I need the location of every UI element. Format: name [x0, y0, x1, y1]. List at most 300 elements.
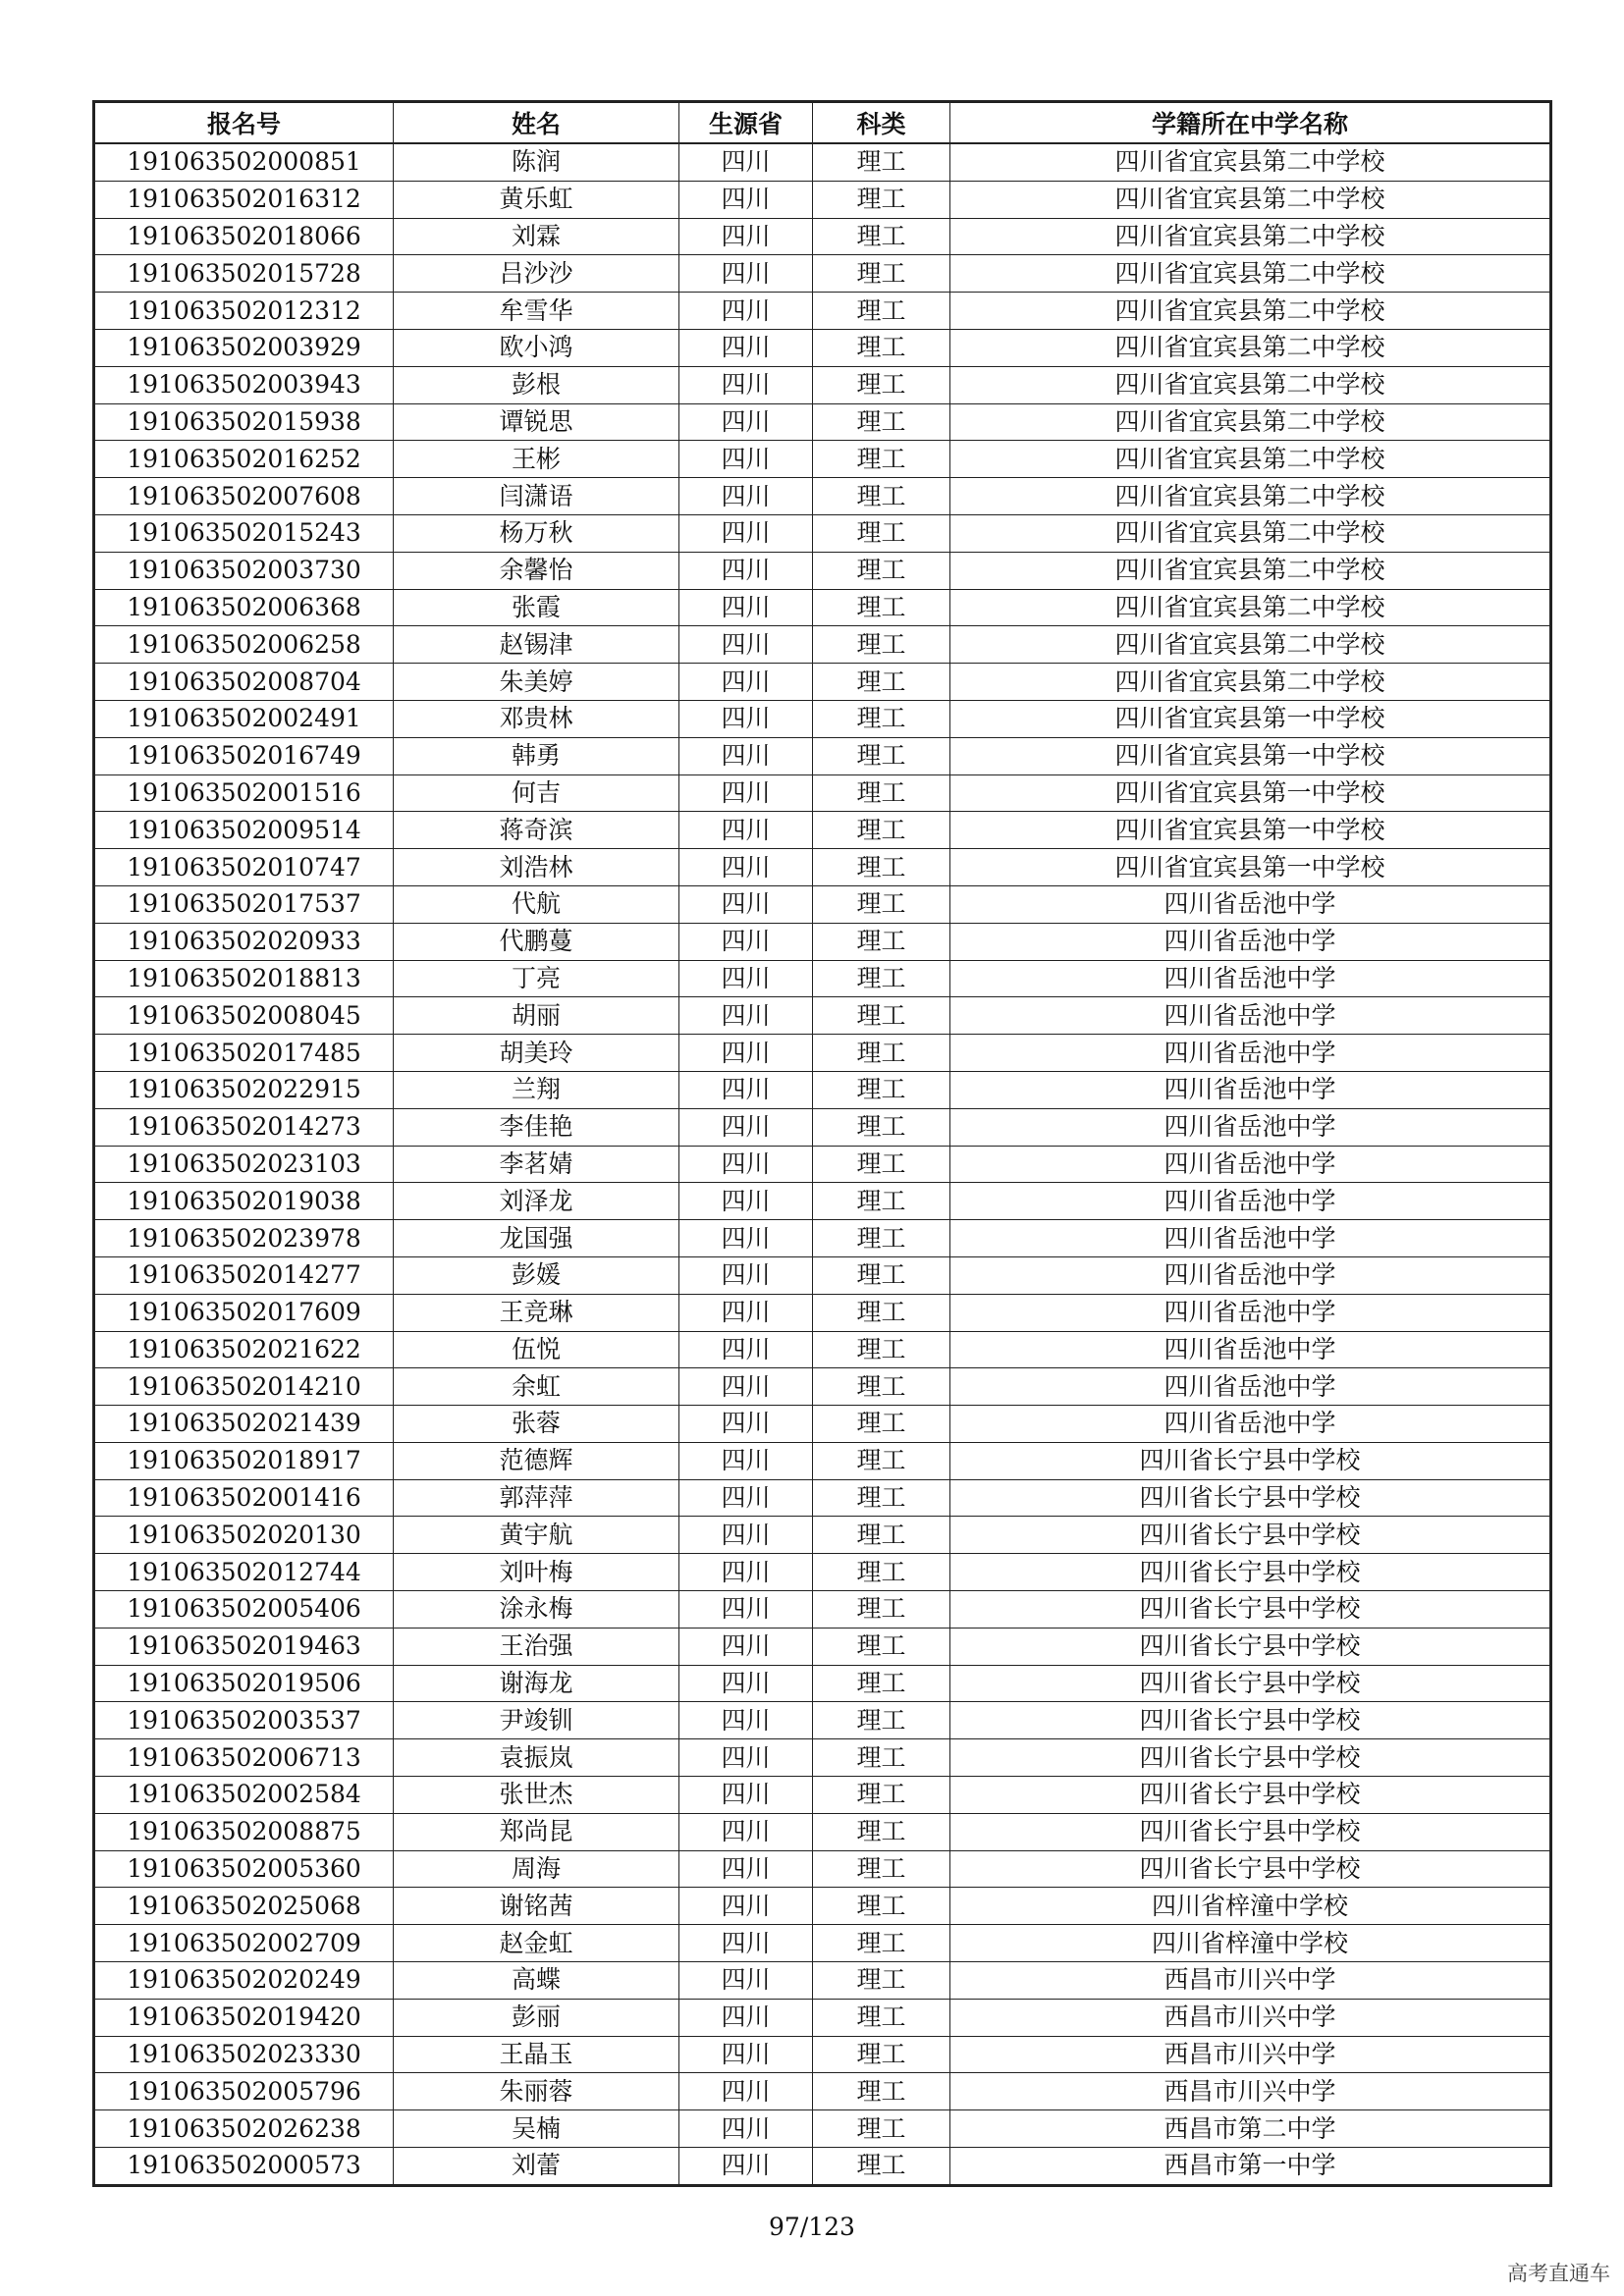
province-cell: 四川	[679, 366, 813, 403]
table-row	[94, 1554, 1551, 1591]
table-row	[94, 218, 1551, 255]
registration-number-cell: 191063502015728	[94, 255, 394, 293]
registration-number-cell: 191063502002709	[94, 1925, 394, 1962]
student-name-cell: 余虹	[394, 1368, 679, 1406]
registration-number-cell: 191063502020933	[94, 923, 394, 960]
student-name-cell: 袁振岚	[394, 1739, 679, 1777]
school-name-cell: 四川省宜宾县第二中学校	[950, 255, 1551, 293]
student-name-cell: 谭锐思	[394, 403, 679, 441]
province-cell: 四川	[679, 2148, 813, 2186]
school-name-cell: 四川省宜宾县第二中学校	[950, 181, 1551, 218]
category-cell: 理工	[813, 1739, 950, 1777]
category-cell: 理工	[813, 700, 950, 737]
header-subject-category: 科类	[813, 102, 950, 144]
student-name-cell: 何吉	[394, 774, 679, 812]
table-row	[94, 441, 1551, 478]
student-name-cell: 郭萍萍	[394, 1479, 679, 1517]
registration-number-cell: 191063502018917	[94, 1442, 394, 1479]
province-cell: 四川	[679, 1702, 813, 1739]
student-name-cell: 吴楠	[394, 2110, 679, 2148]
student-name-cell: 刘叶梅	[394, 1554, 679, 1591]
province-cell: 四川	[679, 960, 813, 997]
registration-number-cell: 191063502001516	[94, 774, 394, 812]
school-name-cell: 四川省长宁县中学校	[950, 1591, 1551, 1629]
school-name-cell: 四川省长宁县中学校	[950, 1442, 1551, 1479]
table-row	[94, 329, 1551, 366]
student-name-cell: 彭根	[394, 366, 679, 403]
school-name-cell: 四川省岳池中学	[950, 885, 1551, 923]
province-cell: 四川	[679, 1591, 813, 1629]
province-cell: 四川	[679, 143, 813, 181]
province-cell: 四川	[679, 1813, 813, 1850]
category-cell: 理工	[813, 1406, 950, 1443]
category-cell: 理工	[813, 774, 950, 812]
school-name-cell: 四川省宜宾县第二中学校	[950, 626, 1551, 664]
province-cell: 四川	[679, 293, 813, 330]
table-row	[94, 1406, 1551, 1443]
registration-number-cell: 191063502009514	[94, 812, 394, 849]
table-row	[94, 1591, 1551, 1629]
table-row	[94, 1220, 1551, 1257]
category-cell: 理工	[813, 514, 950, 552]
table-row	[94, 1479, 1551, 1517]
school-name-cell: 四川省宜宾县第一中学校	[950, 774, 1551, 812]
student-name-cell: 闫潇语	[394, 478, 679, 515]
watermark-text: 高考直通车	[1507, 2262, 1610, 2285]
registration-number-cell: 191063502026238	[94, 2110, 394, 2148]
table-row	[94, 366, 1551, 403]
registration-number-cell: 191063502002491	[94, 700, 394, 737]
student-name-cell: 赵金虹	[394, 1925, 679, 1962]
table-row	[94, 1813, 1551, 1850]
table-row	[94, 1368, 1551, 1406]
province-cell: 四川	[679, 514, 813, 552]
registration-number-cell: 191063502023103	[94, 1146, 394, 1183]
student-name-cell: 王晶玉	[394, 2036, 679, 2073]
table-row	[94, 700, 1551, 737]
school-name-cell: 四川省岳池中学	[950, 1146, 1551, 1183]
table-row	[94, 664, 1551, 701]
category-cell: 理工	[813, 589, 950, 626]
school-name-cell: 四川省宜宾县第二中学校	[950, 664, 1551, 701]
category-cell: 理工	[813, 1813, 950, 1850]
student-name-cell: 张霞	[394, 589, 679, 626]
category-cell: 理工	[813, 218, 950, 255]
school-name-cell: 四川省宜宾县第二中学校	[950, 293, 1551, 330]
registration-number-cell: 191063502007608	[94, 478, 394, 515]
province-cell: 四川	[679, 1665, 813, 1702]
province-cell: 四川	[679, 1554, 813, 1591]
school-name-cell: 四川省长宁县中学校	[950, 1665, 1551, 1702]
province-cell: 四川	[679, 181, 813, 218]
student-name-cell: 周海	[394, 1850, 679, 1888]
student-name-cell: 邓贵林	[394, 700, 679, 737]
registration-number-cell: 191063502021439	[94, 1406, 394, 1443]
school-name-cell: 四川省梓潼中学校	[950, 1925, 1551, 1962]
province-cell: 四川	[679, 478, 813, 515]
registration-number-cell: 191063502016749	[94, 737, 394, 774]
category-cell: 理工	[813, 1554, 950, 1591]
province-cell: 四川	[679, 1331, 813, 1368]
province-cell: 四川	[679, 1071, 813, 1108]
student-name-cell: 谢海龙	[394, 1665, 679, 1702]
category-cell: 理工	[813, 1479, 950, 1517]
registration-number-cell: 191063502010747	[94, 849, 394, 886]
province-cell: 四川	[679, 774, 813, 812]
school-name-cell: 四川省长宁县中学校	[950, 1554, 1551, 1591]
school-name-cell: 四川省宜宾县第二中学校	[950, 589, 1551, 626]
table-row	[94, 403, 1551, 441]
registration-number-cell: 191063502017609	[94, 1294, 394, 1331]
table-row	[94, 1702, 1551, 1739]
table-row	[94, 923, 1551, 960]
table-row	[94, 1517, 1551, 1554]
table-row	[94, 2036, 1551, 2073]
student-name-cell: 范德辉	[394, 1442, 679, 1479]
student-name-cell: 牟雪华	[394, 293, 679, 330]
category-cell: 理工	[813, 366, 950, 403]
province-cell: 四川	[679, 2110, 813, 2148]
category-cell: 理工	[813, 1442, 950, 1479]
table-row	[94, 1442, 1551, 1479]
category-cell: 理工	[813, 812, 950, 849]
student-name-cell: 王竞琳	[394, 1294, 679, 1331]
student-name-cell: 涂永梅	[394, 1591, 679, 1629]
registration-number-cell: 191063502002584	[94, 1777, 394, 1814]
student-name-cell: 张蓉	[394, 1406, 679, 1443]
school-name-cell: 四川省岳池中学	[950, 1071, 1551, 1108]
category-cell: 理工	[813, 1850, 950, 1888]
student-name-cell: 蒋奇滨	[394, 812, 679, 849]
student-name-cell: 刘蕾	[394, 2148, 679, 2186]
school-name-cell: 四川省宜宾县第一中学校	[950, 700, 1551, 737]
category-cell: 理工	[813, 1183, 950, 1220]
student-name-cell: 谢铭茜	[394, 1888, 679, 1925]
province-cell: 四川	[679, 1739, 813, 1777]
student-name-cell: 李佳艳	[394, 1108, 679, 1146]
category-cell: 理工	[813, 1777, 950, 1814]
school-name-cell: 四川省宜宾县第二中学校	[950, 143, 1551, 181]
province-cell: 四川	[679, 441, 813, 478]
province-cell: 四川	[679, 552, 813, 589]
province-cell: 四川	[679, 1850, 813, 1888]
table-row	[94, 2148, 1551, 2186]
student-name-cell: 张世杰	[394, 1777, 679, 1814]
student-name-cell: 朱美婷	[394, 664, 679, 701]
student-name-cell: 高蝶	[394, 1962, 679, 2000]
school-name-cell: 四川省宜宾县第一中学校	[950, 849, 1551, 886]
province-cell: 四川	[679, 923, 813, 960]
category-cell: 理工	[813, 552, 950, 589]
registration-number-cell: 191063502006368	[94, 589, 394, 626]
registration-number-cell: 191063502006713	[94, 1739, 394, 1777]
category-cell: 理工	[813, 1294, 950, 1331]
student-name-cell: 兰翔	[394, 1071, 679, 1108]
student-name-cell: 王彬	[394, 441, 679, 478]
table-row	[94, 1108, 1551, 1146]
table-row	[94, 997, 1551, 1035]
student-name-cell: 刘浩林	[394, 849, 679, 886]
student-name-cell: 黄乐虹	[394, 181, 679, 218]
province-cell: 四川	[679, 737, 813, 774]
school-name-cell: 四川省岳池中学	[950, 1256, 1551, 1294]
registration-number-cell: 191063502012312	[94, 293, 394, 330]
registration-number-cell: 191063502021622	[94, 1331, 394, 1368]
school-name-cell: 西昌市第二中学	[950, 2110, 1551, 2148]
province-cell: 四川	[679, 1035, 813, 1072]
registration-number-cell: 191063502005406	[94, 1591, 394, 1629]
registration-number-cell: 191063502003537	[94, 1702, 394, 1739]
student-name-cell: 余馨怡	[394, 552, 679, 589]
province-cell: 四川	[679, 1442, 813, 1479]
student-name-cell: 代航	[394, 885, 679, 923]
table-row	[94, 1850, 1551, 1888]
category-cell: 理工	[813, 1071, 950, 1108]
province-cell: 四川	[679, 218, 813, 255]
school-name-cell: 四川省长宁县中学校	[950, 1813, 1551, 1850]
category-cell: 理工	[813, 1925, 950, 1962]
school-name-cell: 四川省长宁县中学校	[950, 1479, 1551, 1517]
registration-number-cell: 191063502017537	[94, 885, 394, 923]
category-cell: 理工	[813, 626, 950, 664]
table-header-row	[94, 102, 1551, 144]
category-cell: 理工	[813, 1702, 950, 1739]
registration-number-cell: 191063502014210	[94, 1368, 394, 1406]
registration-number-cell: 191063502008045	[94, 997, 394, 1035]
table-row	[94, 1739, 1551, 1777]
registration-number-cell: 191063502015938	[94, 403, 394, 441]
registration-number-cell: 191063502000851	[94, 143, 394, 181]
category-cell: 理工	[813, 1591, 950, 1629]
province-cell: 四川	[679, 700, 813, 737]
school-name-cell: 四川省岳池中学	[950, 1294, 1551, 1331]
table-row	[94, 2110, 1551, 2148]
school-name-cell: 四川省宜宾县第二中学校	[950, 329, 1551, 366]
school-name-cell: 四川省岳池中学	[950, 923, 1551, 960]
school-name-cell: 四川省长宁县中学校	[950, 1628, 1551, 1665]
header-source-province: 生源省	[679, 102, 813, 144]
registration-number-cell: 191063502023330	[94, 2036, 394, 2073]
school-name-cell: 四川省宜宾县第二中学校	[950, 366, 1551, 403]
registration-number-cell: 191063502017485	[94, 1035, 394, 1072]
category-cell: 理工	[813, 737, 950, 774]
table-row	[94, 1962, 1551, 2000]
category-cell: 理工	[813, 441, 950, 478]
province-cell: 四川	[679, 329, 813, 366]
student-name-cell: 李茗婧	[394, 1146, 679, 1183]
school-name-cell: 四川省长宁县中学校	[950, 1517, 1551, 1554]
registration-number-cell: 191063502025068	[94, 1888, 394, 1925]
category-cell: 理工	[813, 997, 950, 1035]
category-cell: 理工	[813, 181, 950, 218]
page-number: 97/123	[769, 2213, 855, 2241]
table-row	[94, 478, 1551, 515]
registration-number-cell: 191063502005360	[94, 1850, 394, 1888]
student-name-cell: 丁亮	[394, 960, 679, 997]
province-cell: 四川	[679, 2073, 813, 2110]
province-cell: 四川	[679, 997, 813, 1035]
table-row	[94, 255, 1551, 293]
table-row	[94, 1035, 1551, 1072]
student-name-cell: 彭媛	[394, 1256, 679, 1294]
school-name-cell: 西昌市川兴中学	[950, 2036, 1551, 2073]
category-cell: 理工	[813, 2148, 950, 2186]
category-cell: 理工	[813, 960, 950, 997]
province-cell: 四川	[679, 1479, 813, 1517]
school-name-cell: 西昌市川兴中学	[950, 1999, 1551, 2036]
province-cell: 四川	[679, 812, 813, 849]
student-name-cell: 陈润	[394, 143, 679, 181]
table-row	[94, 293, 1551, 330]
registration-number-cell: 191063502015243	[94, 514, 394, 552]
table-row	[94, 514, 1551, 552]
category-cell: 理工	[813, 664, 950, 701]
category-cell: 理工	[813, 143, 950, 181]
category-cell: 理工	[813, 293, 950, 330]
student-name-cell: 尹竣钏	[394, 1702, 679, 1739]
registration-number-cell: 191063502016312	[94, 181, 394, 218]
category-cell: 理工	[813, 329, 950, 366]
school-name-cell: 西昌市川兴中学	[950, 1962, 1551, 2000]
registration-number-cell: 191063502014273	[94, 1108, 394, 1146]
school-name-cell: 四川省岳池中学	[950, 960, 1551, 997]
province-cell: 四川	[679, 1294, 813, 1331]
category-cell: 理工	[813, 849, 950, 886]
province-cell: 四川	[679, 2036, 813, 2073]
table-row	[94, 849, 1551, 886]
registration-number-cell: 191063502019463	[94, 1628, 394, 1665]
header-registration-number: 报名号	[94, 102, 394, 144]
student-name-cell: 郑尚昆	[394, 1813, 679, 1850]
table-row	[94, 812, 1551, 849]
school-name-cell: 四川省宜宾县第二中学校	[950, 218, 1551, 255]
registration-number-cell: 191063502003943	[94, 366, 394, 403]
student-name-cell: 胡美玲	[394, 1035, 679, 1072]
school-name-cell: 四川省宜宾县第二中学校	[950, 514, 1551, 552]
province-cell: 四川	[679, 849, 813, 886]
province-cell: 四川	[679, 1108, 813, 1146]
student-name-cell: 王治强	[394, 1628, 679, 1665]
school-name-cell: 四川省梓潼中学校	[950, 1888, 1551, 1925]
province-cell: 四川	[679, 1962, 813, 2000]
table-row	[94, 589, 1551, 626]
category-cell: 理工	[813, 403, 950, 441]
table-row	[94, 2073, 1551, 2110]
category-cell: 理工	[813, 1368, 950, 1406]
school-name-cell: 四川省宜宾县第二中学校	[950, 552, 1551, 589]
province-cell: 四川	[679, 589, 813, 626]
registration-number-cell: 191063502022915	[94, 1071, 394, 1108]
registration-number-cell: 191063502020130	[94, 1517, 394, 1554]
province-cell: 四川	[679, 1406, 813, 1443]
province-cell: 四川	[679, 1925, 813, 1962]
category-cell: 理工	[813, 1999, 950, 2036]
school-name-cell: 四川省岳池中学	[950, 997, 1551, 1035]
province-cell: 四川	[679, 626, 813, 664]
registration-number-cell: 191063502019506	[94, 1665, 394, 1702]
category-cell: 理工	[813, 1665, 950, 1702]
province-cell: 四川	[679, 1220, 813, 1257]
student-name-cell: 杨万秋	[394, 514, 679, 552]
student-name-cell: 胡丽	[394, 997, 679, 1035]
admission-roster-table	[92, 100, 1552, 2187]
registration-number-cell: 191063502012744	[94, 1554, 394, 1591]
registration-number-cell: 191063502000573	[94, 2148, 394, 2186]
table-row	[94, 143, 1551, 181]
table-row	[94, 1183, 1551, 1220]
category-cell: 理工	[813, 1331, 950, 1368]
province-cell: 四川	[679, 1368, 813, 1406]
school-name-cell: 四川省宜宾县第一中学校	[950, 737, 1551, 774]
header-school-name: 学籍所在中学名称	[950, 102, 1551, 144]
category-cell: 理工	[813, 1888, 950, 1925]
school-name-cell: 四川省长宁县中学校	[950, 1739, 1551, 1777]
table-row	[94, 552, 1551, 589]
province-cell: 四川	[679, 664, 813, 701]
registration-number-cell: 191063502008704	[94, 664, 394, 701]
student-name-cell: 伍悦	[394, 1331, 679, 1368]
school-name-cell: 四川省岳池中学	[950, 1035, 1551, 1072]
table-row	[94, 1777, 1551, 1814]
school-name-cell: 西昌市川兴中学	[950, 2073, 1551, 2110]
province-cell: 四川	[679, 1628, 813, 1665]
table-row	[94, 1665, 1551, 1702]
student-name-cell: 黄宇航	[394, 1517, 679, 1554]
table-row	[94, 1331, 1551, 1368]
category-cell: 理工	[813, 2110, 950, 2148]
school-name-cell: 四川省岳池中学	[950, 1331, 1551, 1368]
category-cell: 理工	[813, 255, 950, 293]
registration-number-cell: 191063502006258	[94, 626, 394, 664]
school-name-cell: 四川省宜宾县第二中学校	[950, 403, 1551, 441]
student-name-cell: 刘霖	[394, 218, 679, 255]
province-cell: 四川	[679, 1888, 813, 1925]
school-name-cell: 四川省长宁县中学校	[950, 1777, 1551, 1814]
category-cell: 理工	[813, 1108, 950, 1146]
registration-number-cell: 191063502014277	[94, 1256, 394, 1294]
school-name-cell: 四川省宜宾县第二中学校	[950, 441, 1551, 478]
school-name-cell: 四川省岳池中学	[950, 1108, 1551, 1146]
category-cell: 理工	[813, 1035, 950, 1072]
registration-number-cell: 191063502018813	[94, 960, 394, 997]
category-cell: 理工	[813, 2036, 950, 2073]
category-cell: 理工	[813, 478, 950, 515]
table-row	[94, 1999, 1551, 2036]
province-cell: 四川	[679, 1256, 813, 1294]
school-name-cell: 四川省长宁县中学校	[950, 1702, 1551, 1739]
school-name-cell: 四川省岳池中学	[950, 1220, 1551, 1257]
registration-number-cell: 191063502018066	[94, 218, 394, 255]
student-name-cell: 吕沙沙	[394, 255, 679, 293]
registration-number-cell: 191063502023978	[94, 1220, 394, 1257]
registration-number-cell: 191063502020249	[94, 1962, 394, 2000]
student-name-cell: 彭丽	[394, 1999, 679, 2036]
table-row	[94, 1146, 1551, 1183]
table-body	[94, 143, 1551, 2185]
table-row	[94, 737, 1551, 774]
table-row	[94, 1256, 1551, 1294]
category-cell: 理工	[813, 1962, 950, 2000]
table-row	[94, 774, 1551, 812]
table-row	[94, 960, 1551, 997]
province-cell: 四川	[679, 403, 813, 441]
table-row	[94, 885, 1551, 923]
category-cell: 理工	[813, 1220, 950, 1257]
student-name-cell: 朱丽蓉	[394, 2073, 679, 2110]
province-cell: 四川	[679, 255, 813, 293]
category-cell: 理工	[813, 885, 950, 923]
registration-number-cell: 191063502005796	[94, 2073, 394, 2110]
